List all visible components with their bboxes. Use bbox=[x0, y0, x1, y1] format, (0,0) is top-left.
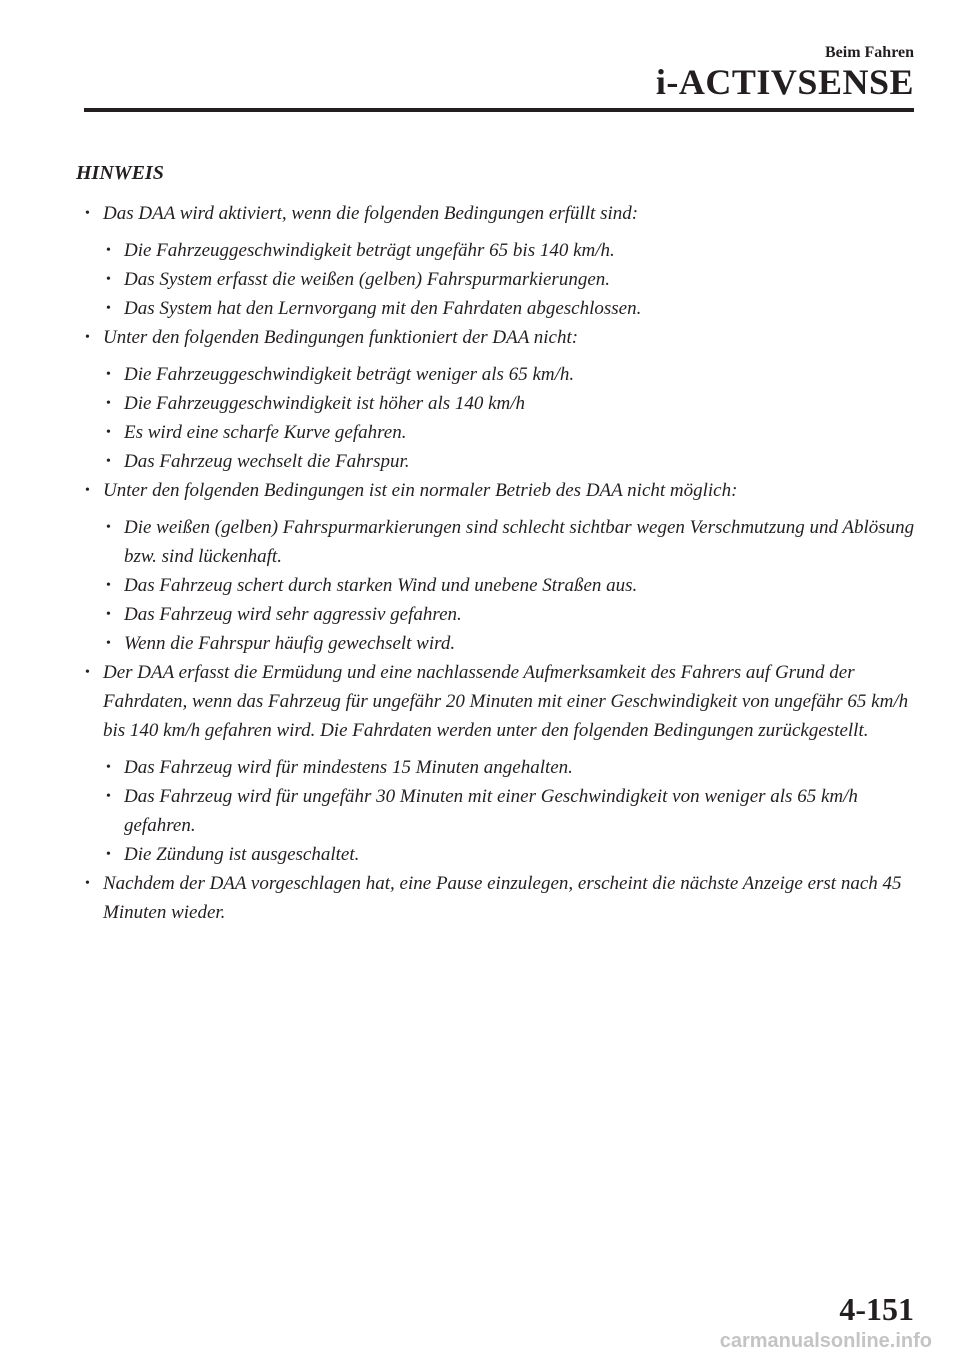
note-item-text: Nachdem der DAA vorgeschlagen hat, eine Pause einzulegen, erscheint die nächste Anzeige erst nach 45 Minuten wieder. bbox=[103, 873, 902, 923]
header-rule bbox=[84, 108, 914, 112]
bullet-icon: • bbox=[85, 876, 90, 891]
header-title: i-ACTIVSENSE bbox=[655, 62, 914, 102]
page-number: 4-151 bbox=[839, 1291, 914, 1327]
note-subitem bbox=[76, 418, 916, 447]
note-subitem bbox=[76, 571, 916, 600]
bullet-icon: • bbox=[106, 301, 111, 316]
note-item bbox=[76, 199, 916, 228]
note-subitem-text: Die weißen (gelben) Fahrspurmarkierungen sind schlecht sichtbar wegen Verschmutzung und Ablösung bzw. sind lückenhaft. bbox=[124, 517, 915, 567]
note-subitem-text: Wenn die Fahrspur häufig gewechselt wird. bbox=[124, 633, 456, 654]
bullet-icon: • bbox=[106, 425, 111, 440]
note-subitem-text: Die Fahrzeuggeschwindigkeit ist höher als 140 km/h bbox=[124, 393, 526, 414]
note-subitem bbox=[76, 236, 916, 265]
note-subitem bbox=[76, 294, 916, 323]
bullet-icon: • bbox=[106, 396, 111, 411]
note-item-text: Unter den folgenden Bedingungen ist ein normaler Betrieb des DAA nicht möglich: bbox=[103, 480, 738, 501]
bullet-icon: • bbox=[85, 206, 90, 221]
bullet-icon: • bbox=[106, 243, 111, 258]
note-subitem-text: Das Fahrzeug wird sehr aggressiv gefahren. bbox=[124, 604, 462, 625]
note-item bbox=[76, 476, 916, 505]
watermark: carmanualsonline.info bbox=[719, 1330, 932, 1352]
note-content bbox=[76, 159, 916, 927]
bullet-icon: • bbox=[106, 760, 111, 775]
note-subitem-text: Es wird eine scharfe Kurve gefahren. bbox=[124, 422, 407, 443]
bullet-icon: • bbox=[106, 847, 111, 862]
note-item bbox=[76, 658, 916, 745]
bullet-icon: • bbox=[106, 636, 111, 651]
note-subitem bbox=[76, 600, 916, 629]
bullet-icon: • bbox=[106, 520, 111, 535]
note-item-text: Das DAA wird aktiviert, wenn die folgenden Bedingungen erfüllt sind: bbox=[103, 203, 639, 224]
note-subitem bbox=[76, 360, 916, 389]
note-subitem-text: Das Fahrzeug wird für mindestens 15 Minuten angehalten. bbox=[124, 757, 573, 778]
note-subitem bbox=[76, 840, 916, 869]
header-section-label: Beim Fahren bbox=[824, 44, 914, 61]
note-item-text: Der DAA erfasst die Ermüdung und eine nachlassende Aufmerksamkeit des Fahrers auf Grund der Fahrdaten, wenn das Fahrzeug für ungefähr 20 Minuten mit einer Geschwindigkeit von ungefähr 65 km/h bis 140 km/h gefahren wird. Die Fahrdaten werden unter den folgenden Bedingungen zurückgestellt. bbox=[103, 662, 909, 741]
note-subitem-text: Das Fahrzeug wechselt die Fahrspur. bbox=[124, 451, 410, 472]
note-subitem-text: Die Zündung ist ausgeschaltet. bbox=[124, 844, 360, 865]
bullet-icon: • bbox=[85, 665, 90, 680]
note-item bbox=[76, 869, 916, 927]
note-subitem-text: Die Fahrzeuggeschwindigkeit beträgt weniger als 65 km/h. bbox=[124, 364, 575, 385]
note-subitem bbox=[76, 265, 916, 294]
note-subitem-text: Das System hat den Lernvorgang mit den Fahrdaten abgeschlossen. bbox=[124, 298, 642, 319]
bullet-icon: • bbox=[106, 578, 111, 593]
bullet-icon: • bbox=[85, 483, 90, 498]
note-subitem bbox=[76, 753, 916, 782]
note-subitem-text: Das Fahrzeug schert durch starken Wind und unebene Straßen aus. bbox=[124, 575, 638, 596]
note-item bbox=[76, 323, 916, 352]
note-subitem bbox=[76, 513, 916, 571]
note-subitem bbox=[76, 389, 916, 418]
bullet-icon: • bbox=[106, 367, 111, 382]
bullet-icon: • bbox=[85, 330, 90, 345]
note-subitem-text: Das System erfasst die weißen (gelben) Fahrspurmarkierungen. bbox=[124, 269, 611, 290]
note-subitem bbox=[76, 447, 916, 476]
note-item-text: Unter den folgenden Bedingungen funktioniert der DAA nicht: bbox=[103, 327, 579, 348]
note-subitem bbox=[76, 782, 916, 840]
note-subitem bbox=[76, 629, 916, 658]
note-heading: HINWEIS bbox=[76, 162, 164, 184]
note-subitem-text: Das Fahrzeug wird für ungefähr 30 Minuten mit einer Geschwindigkeit von weniger als 65 km/h gefahren. bbox=[124, 786, 858, 836]
bullet-icon: • bbox=[106, 272, 111, 287]
bullet-icon: • bbox=[106, 789, 111, 804]
note-subitem-text: Die Fahrzeuggeschwindigkeit beträgt ungefähr 65 bis 140 km/h. bbox=[124, 240, 615, 261]
bullet-icon: • bbox=[106, 607, 111, 622]
bullet-icon: • bbox=[106, 454, 111, 469]
